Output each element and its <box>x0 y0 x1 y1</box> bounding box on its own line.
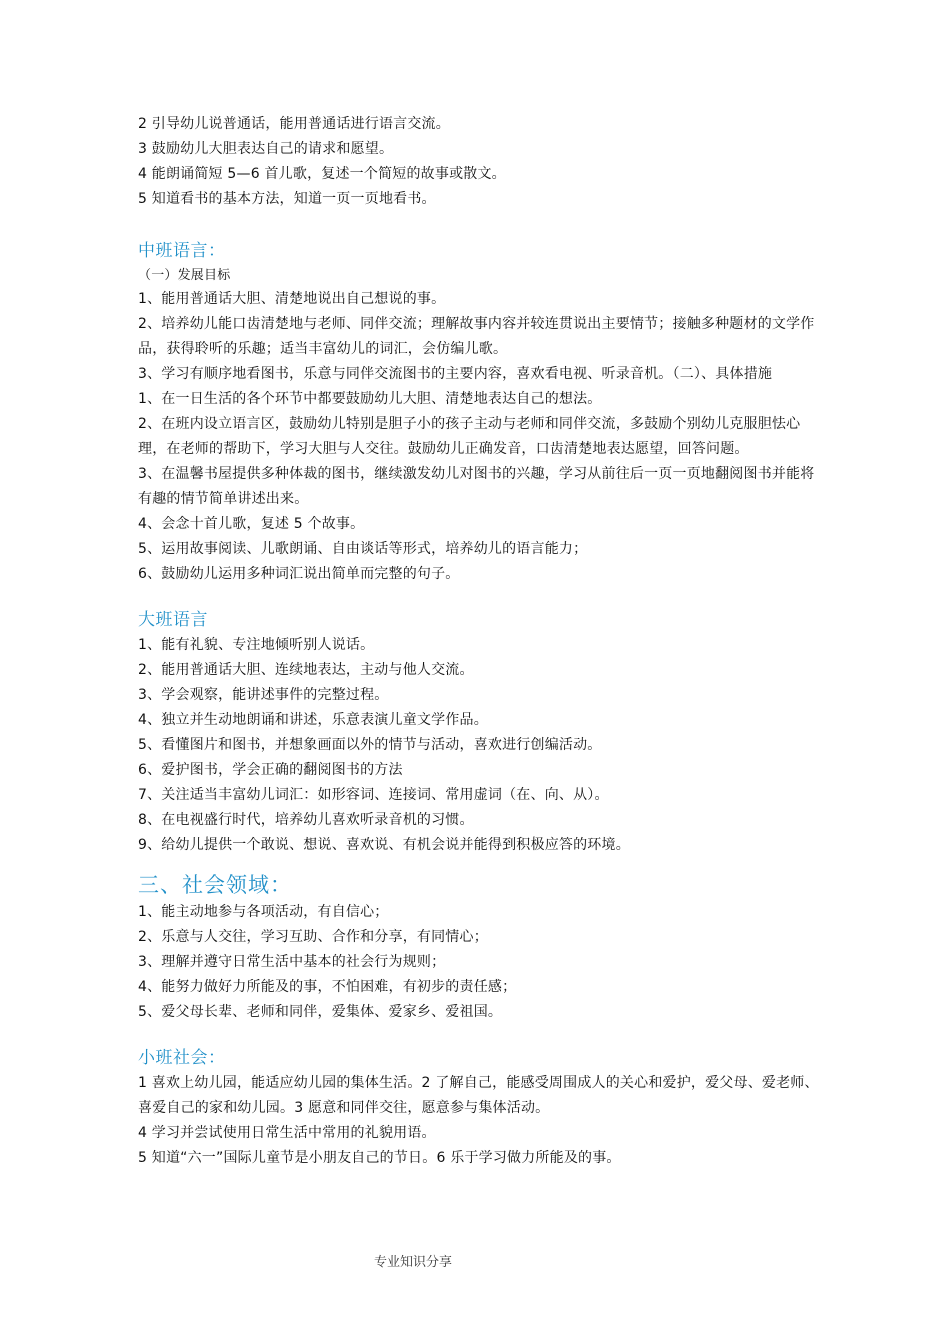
list-item: 6、爱护图书，学会正确的翻阅图书的方法 <box>138 762 403 778</box>
list-item: 1、能用普通话大胆、清楚地说出自己想说的事。 <box>138 291 446 307</box>
list-item: 4、独立并生动地朗诵和讲述，乐意表演儿童文学作品。 <box>138 712 488 728</box>
list-item: 2、乐意与人交往，学习互助、合作和分享，有同情心； <box>138 929 488 945</box>
list-item: 5 知道“六一”国际儿童节是小朋友自己的节日。6 乐于学习做力所能及的事。 <box>138 1150 621 1166</box>
list-item: 3、在温馨书屋提供多种体裁的图书，继续激发幼儿对图书的兴趣，学习从前往后一页一页地翻阅图书并能将有趣的情节简单讲述出来。 <box>138 466 815 507</box>
list-item: 6、鼓励幼儿运用多种词汇说出简单而完整的句子。 <box>138 566 460 582</box>
intro-section <box>138 112 820 212</box>
intro-line: 2 引导幼儿说普通话，能用普通话进行语言交流。 <box>138 116 450 132</box>
list-item: 4、会念十首儿歌，复述 5 个故事。 <box>138 516 365 532</box>
intro-line: 5 知道看书的基本方法，知道一页一页地看书。 <box>138 191 436 207</box>
section-heading-social-domain: 三、社会领域： <box>138 873 292 897</box>
list-item: 2、培养幼儿能口齿清楚地与老师、同伴交流；理解故事内容并较连贯说出主要情节；接触多种题材的文学作品，获得聆听的乐趣；适当丰富幼儿的词汇，会仿编儿歌。 <box>138 316 815 357</box>
section-heading-junior-social: 小班社会： <box>138 1048 226 1068</box>
section-heading-middle-language: 中班语言： <box>138 241 226 261</box>
middle-language-section <box>138 238 820 587</box>
list-item: 1、在一日生活的各个环节中都要鼓励幼儿大胆、清楚地表达自己的想法。 <box>138 391 602 407</box>
list-item: 9、给幼儿提供一个敢说、想说、喜欢说、有机会说并能得到积极应答的环境。 <box>138 837 630 853</box>
list-item: 5、看懂图片和图书，并想象画面以外的情节与活动，喜欢进行创编活动。 <box>138 737 602 753</box>
list-item: 3、学会观察，能讲述事件的完整过程。 <box>138 687 389 703</box>
list-item: 1、能有礼貌、专注地倾听别人说话。 <box>138 637 375 653</box>
document-body <box>138 112 820 1171</box>
section-heading-senior-language: 大班语言 <box>138 610 208 630</box>
list-item: 8、在电视盛行时代，培养幼儿喜欢听录音机的习惯。 <box>138 812 474 828</box>
list-item: 2、在班内设立语言区，鼓励幼儿特别是胆子小的孩子主动与老师和同伴交流，多鼓励个别幼儿克服胆怯心理，在老师的帮助下，学习大胆与人交往。鼓励幼儿正确发音，口齿清楚地表达愿望，回答问题。 <box>138 416 801 457</box>
junior-social-section <box>138 1045 820 1171</box>
section-subheading: （一）发展目标 <box>138 268 231 283</box>
list-item: 4、能努力做好力所能及的事，不怕困难，有初步的责任感； <box>138 979 517 995</box>
list-item: 3、理解并遵守日常生活中基本的社会行为规则； <box>138 954 446 970</box>
list-item: 1、能主动地参与各项活动，有自信心； <box>138 904 389 920</box>
list-item: 4 学习并尝试使用日常生活中常用的礼貌用语。 <box>138 1125 436 1141</box>
page-footer: 专业知识分享 <box>374 1255 453 1270</box>
intro-line: 4 能朗诵简短 5—6 首儿歌，复述一个简短的故事或散文。 <box>138 166 506 182</box>
list-item: 1 喜欢上幼儿园，能适应幼儿园的集体生活。2 了解自己，能感受周围成人的关心和爱护，爱父母、爱老师、喜爱自己的家和幼儿园。3 愿意和同伴交往，愿意参与集体活动。 <box>138 1075 819 1116</box>
social-domain-section <box>138 870 820 1025</box>
list-item: 3、学习有顺序地看图书，乐意与同伴交流图书的主要内容，喜欢看电视、听录音机。（二）、具体措施 <box>138 366 773 382</box>
senior-language-section <box>138 607 820 858</box>
intro-line: 3 鼓励幼儿大胆表达自己的请求和愿望。 <box>138 141 394 157</box>
list-item: 5、爱父母长辈、老师和同伴，爱集体、爱家乡、爱祖国。 <box>138 1004 503 1020</box>
list-item: 2、能用普通话大胆、连续地表达，主动与他人交流。 <box>138 662 474 678</box>
list-item: 7、关注适当丰富幼儿词汇：如形容词、连接词、常用虚词（在、向、从）。 <box>138 787 609 803</box>
list-item: 5、运用故事阅读、儿歌朗诵、自由谈话等形式，培养幼儿的语言能力； <box>138 541 588 557</box>
